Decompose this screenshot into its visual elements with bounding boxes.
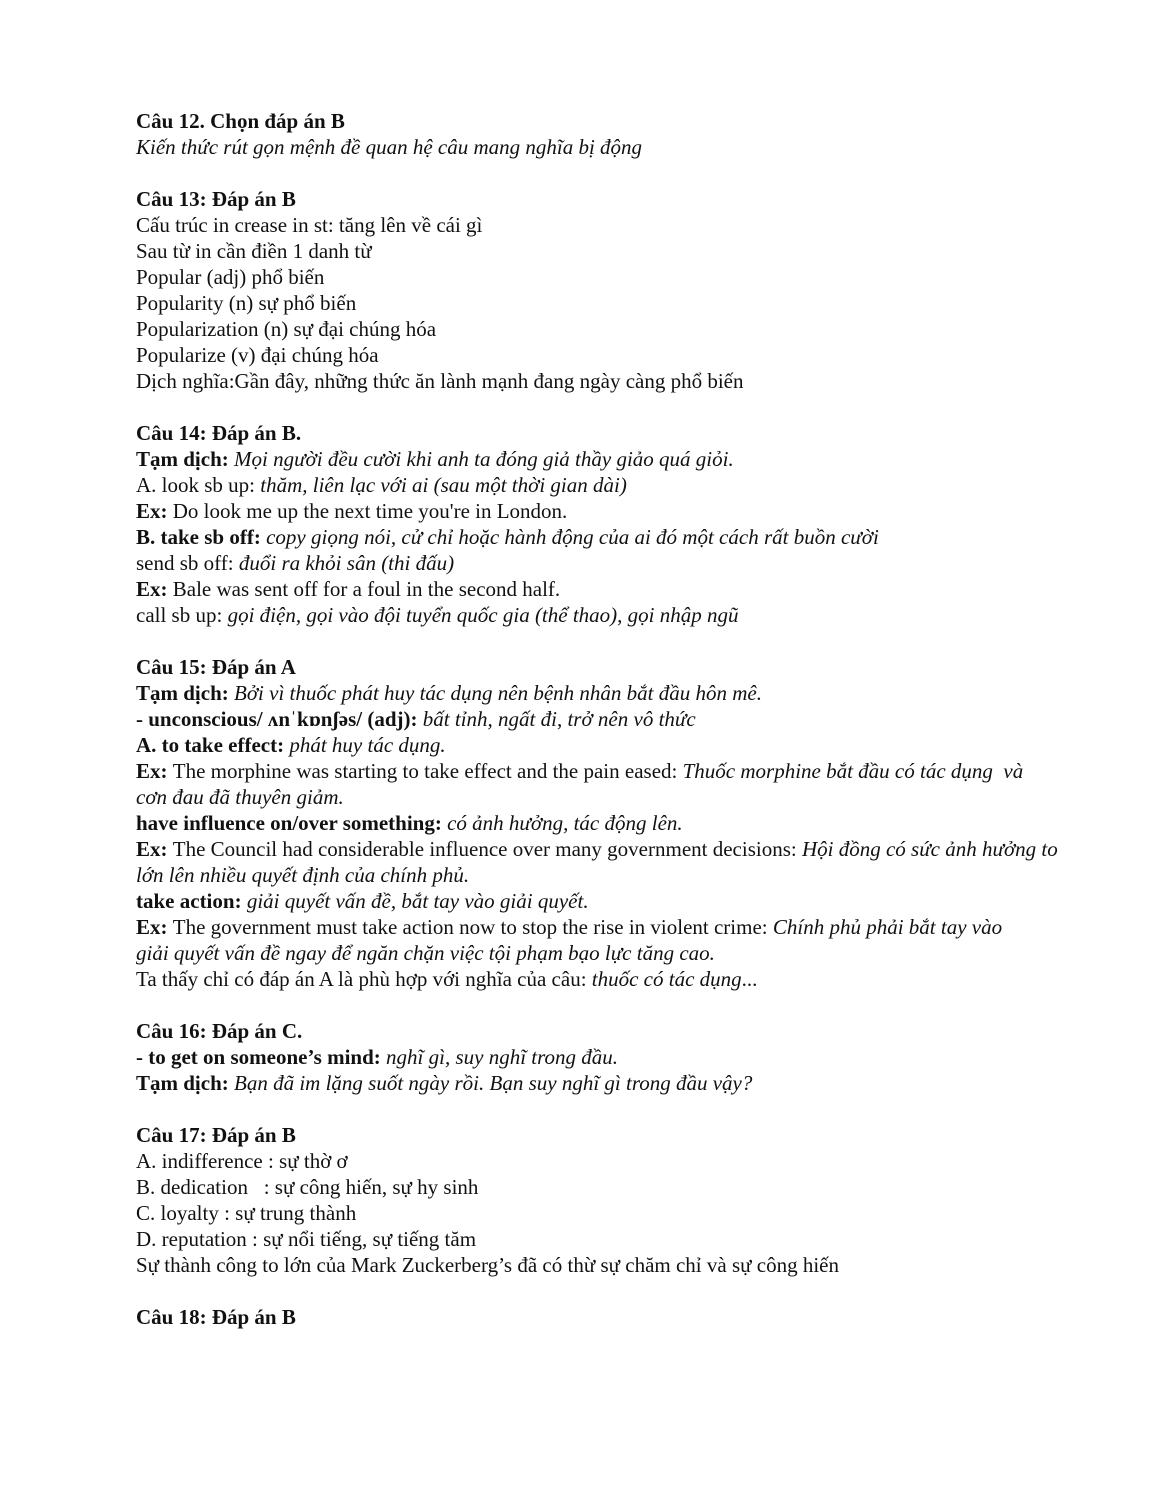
text-line bbox=[136, 368, 1076, 394]
italic-text: thuốc có tác dụng bbox=[591, 967, 742, 991]
bold-term: Tạm dịch: bbox=[136, 1071, 235, 1095]
text-line bbox=[136, 810, 1076, 836]
text-line bbox=[136, 1252, 1076, 1278]
text-line bbox=[136, 134, 1076, 160]
section-heading: Câu 16: Đáp án C. bbox=[136, 1019, 303, 1043]
italic-text: Mọi người đều cười khi anh ta đóng giả thầy giảo quá giỏi. bbox=[234, 447, 734, 471]
bold-term: Ex: bbox=[136, 915, 173, 939]
plain-text: C. loyalty : sự trung thành bbox=[136, 1201, 357, 1225]
plain-text: A. look sb up: bbox=[136, 473, 261, 497]
document-page bbox=[136, 108, 1076, 1356]
italic-text: Chính phủ phải bắt tay vào bbox=[772, 915, 1003, 939]
text-line bbox=[136, 1070, 1076, 1096]
text-line bbox=[136, 342, 1076, 368]
text-line bbox=[136, 732, 1076, 758]
plain-text: A. indifference : sự thờ ơ bbox=[136, 1149, 348, 1173]
italic-text: copy giọng nói, cử chỉ hoặc hành động của ai đó một cách rất buồn cười bbox=[266, 525, 879, 549]
bold-term: Ex: bbox=[136, 499, 173, 523]
section-heading: Câu 15: Đáp án A bbox=[136, 655, 296, 679]
text-line bbox=[136, 888, 1076, 914]
section-heading: Câu 13: Đáp án B bbox=[136, 187, 296, 211]
plain-text: Dịch nghĩa:Gần đây, những thức ăn lành mạnh đang ngày càng phổ biến bbox=[136, 369, 744, 393]
answer-section bbox=[136, 108, 1076, 160]
plain-text: Sự thành công to lớn của Mark Zuckerberg’s đã có thừ sự chăm chỉ và sự công hiến bbox=[136, 1253, 839, 1277]
italic-text: bất tỉnh, ngất đi, trở nên vô thức bbox=[422, 707, 696, 731]
plain-text: The government must take action now to stop the rise in violent crime: bbox=[172, 915, 773, 939]
bold-term: - unconscious/ ʌnˈkɒnʃəs/ (adj): bbox=[136, 707, 423, 731]
section-heading: Câu 17: Đáp án B bbox=[136, 1123, 296, 1147]
text-line bbox=[136, 1148, 1076, 1174]
italic-text: đuổi ra khỏi sân (thi đấu) bbox=[238, 551, 455, 575]
text-line bbox=[136, 446, 1076, 472]
plain-text: Popularization (n) sự đại chúng hóa bbox=[136, 317, 437, 341]
text-line bbox=[136, 264, 1076, 290]
plain-text: Do look me up the next time you're in London. bbox=[172, 499, 568, 523]
bold-term: have influence on/over something: bbox=[136, 811, 448, 835]
text-line bbox=[136, 316, 1076, 342]
text-line bbox=[136, 784, 1076, 810]
italic-text: Bởi vì thuốc phát huy tác dụng nên bệnh nhân bắt đầu hôn mê. bbox=[234, 681, 762, 705]
italic-text: giải quyết vấn đề, bắt tay vào giải quyết. bbox=[246, 889, 589, 913]
section-heading: Câu 12. Chọn đáp án B bbox=[136, 109, 345, 133]
bold-term: Ex: bbox=[136, 577, 173, 601]
text-line bbox=[136, 550, 1076, 576]
italic-text: có ảnh hưởng, tác động lên. bbox=[447, 811, 683, 835]
text-line bbox=[136, 524, 1076, 550]
italic-text: Kiến thức rút gọn mệnh đề quan hệ câu mang nghĩa bị động bbox=[136, 135, 643, 159]
text-line bbox=[136, 966, 1076, 992]
plain-text: Popular (adj) phổ biến bbox=[136, 265, 325, 289]
section-heading: Câu 18: Đáp án B bbox=[136, 1305, 296, 1329]
bold-term: Ex: bbox=[136, 837, 173, 861]
italic-text: thăm, liên lạc với ai (sau một thời gian dài) bbox=[260, 473, 627, 497]
bold-term: take action: bbox=[136, 889, 247, 913]
answer-section bbox=[136, 654, 1076, 992]
text-line bbox=[136, 238, 1076, 264]
bold-term: Tạm dịch: bbox=[136, 447, 235, 471]
plain-text: D. reputation : sự nổi tiếng, sự tiếng tăm bbox=[136, 1227, 477, 1251]
italic-text: Bạn đã im lặng suốt ngày rồi. Bạn suy nghĩ gì trong đầu vậy? bbox=[234, 1071, 753, 1095]
plain-text: Cấu trúc in crease in st: tăng lên về cái gì bbox=[136, 213, 483, 237]
italic-text: Hội đồng có sức ảnh hưởng to lớn lên nhiều quyết định của chính phủ. bbox=[136, 837, 1063, 887]
plain-text: Popularity (n) sự phổ biến bbox=[136, 291, 357, 315]
bold-term: - to get on someone’s mind: bbox=[136, 1045, 387, 1069]
plain-text: ... bbox=[741, 967, 758, 991]
text-line bbox=[136, 758, 1076, 784]
text-line bbox=[136, 576, 1076, 602]
text-line bbox=[136, 472, 1076, 498]
bold-term: Ex: bbox=[136, 759, 173, 783]
plain-text: The morphine was starting to take effect and the pain eased: bbox=[172, 759, 683, 783]
text-line bbox=[136, 212, 1076, 238]
italic-text: phát huy tác dụng. bbox=[289, 733, 446, 757]
italic-text: cơn đau đã thuyên giảm. bbox=[136, 785, 344, 809]
answer-section bbox=[136, 1018, 1076, 1096]
bold-term: Tạm dịch: bbox=[136, 681, 235, 705]
bold-term: A. to take effect: bbox=[136, 733, 290, 757]
plain-text: Sau từ in cần điền 1 danh từ bbox=[136, 239, 372, 263]
text-line bbox=[136, 1044, 1076, 1070]
text-line bbox=[136, 602, 1076, 628]
plain-text: B. dedication : sự công hiến, sự hy sinh bbox=[136, 1175, 479, 1199]
text-line bbox=[136, 1174, 1076, 1200]
plain-text: Popularize (v) đại chúng hóa bbox=[136, 343, 379, 367]
text-line bbox=[136, 498, 1076, 524]
bold-term: B. take sb off: bbox=[136, 525, 267, 549]
italic-text: gọi điện, gọi vào đội tuyển quốc gia (thể thao), gọi nhập ngũ bbox=[227, 603, 739, 627]
plain-text: Bale was sent off for a foul in the second half. bbox=[172, 577, 561, 601]
text-line bbox=[136, 1200, 1076, 1226]
text-line bbox=[136, 680, 1076, 706]
section-heading: Câu 14: Đáp án B. bbox=[136, 421, 302, 445]
plain-text: send sb off: bbox=[136, 551, 239, 575]
plain-text: call sb up: bbox=[136, 603, 228, 627]
text-line bbox=[136, 836, 1076, 888]
plain-text: The Council had considerable influence over many government decisions: bbox=[172, 837, 802, 861]
text-line bbox=[136, 706, 1076, 732]
text-line bbox=[136, 1226, 1076, 1252]
italic-text: Thuốc morphine bắt đầu có tác dụng và bbox=[682, 759, 1024, 783]
italic-text: giải quyết vấn đề ngay để ngăn chặn việc tội phạm bạo lực tăng cao. bbox=[136, 941, 715, 965]
answer-section bbox=[136, 1304, 1076, 1330]
italic-text: nghĩ gì, suy nghĩ trong đầu. bbox=[386, 1045, 619, 1069]
answer-section bbox=[136, 186, 1076, 394]
answer-section bbox=[136, 420, 1076, 628]
text-line bbox=[136, 914, 1076, 940]
text-line bbox=[136, 290, 1076, 316]
text-line bbox=[136, 940, 1076, 966]
plain-text: Ta thấy chỉ có đáp án A là phù hợp với nghĩa của câu: bbox=[136, 967, 592, 991]
answer-section bbox=[136, 1122, 1076, 1278]
